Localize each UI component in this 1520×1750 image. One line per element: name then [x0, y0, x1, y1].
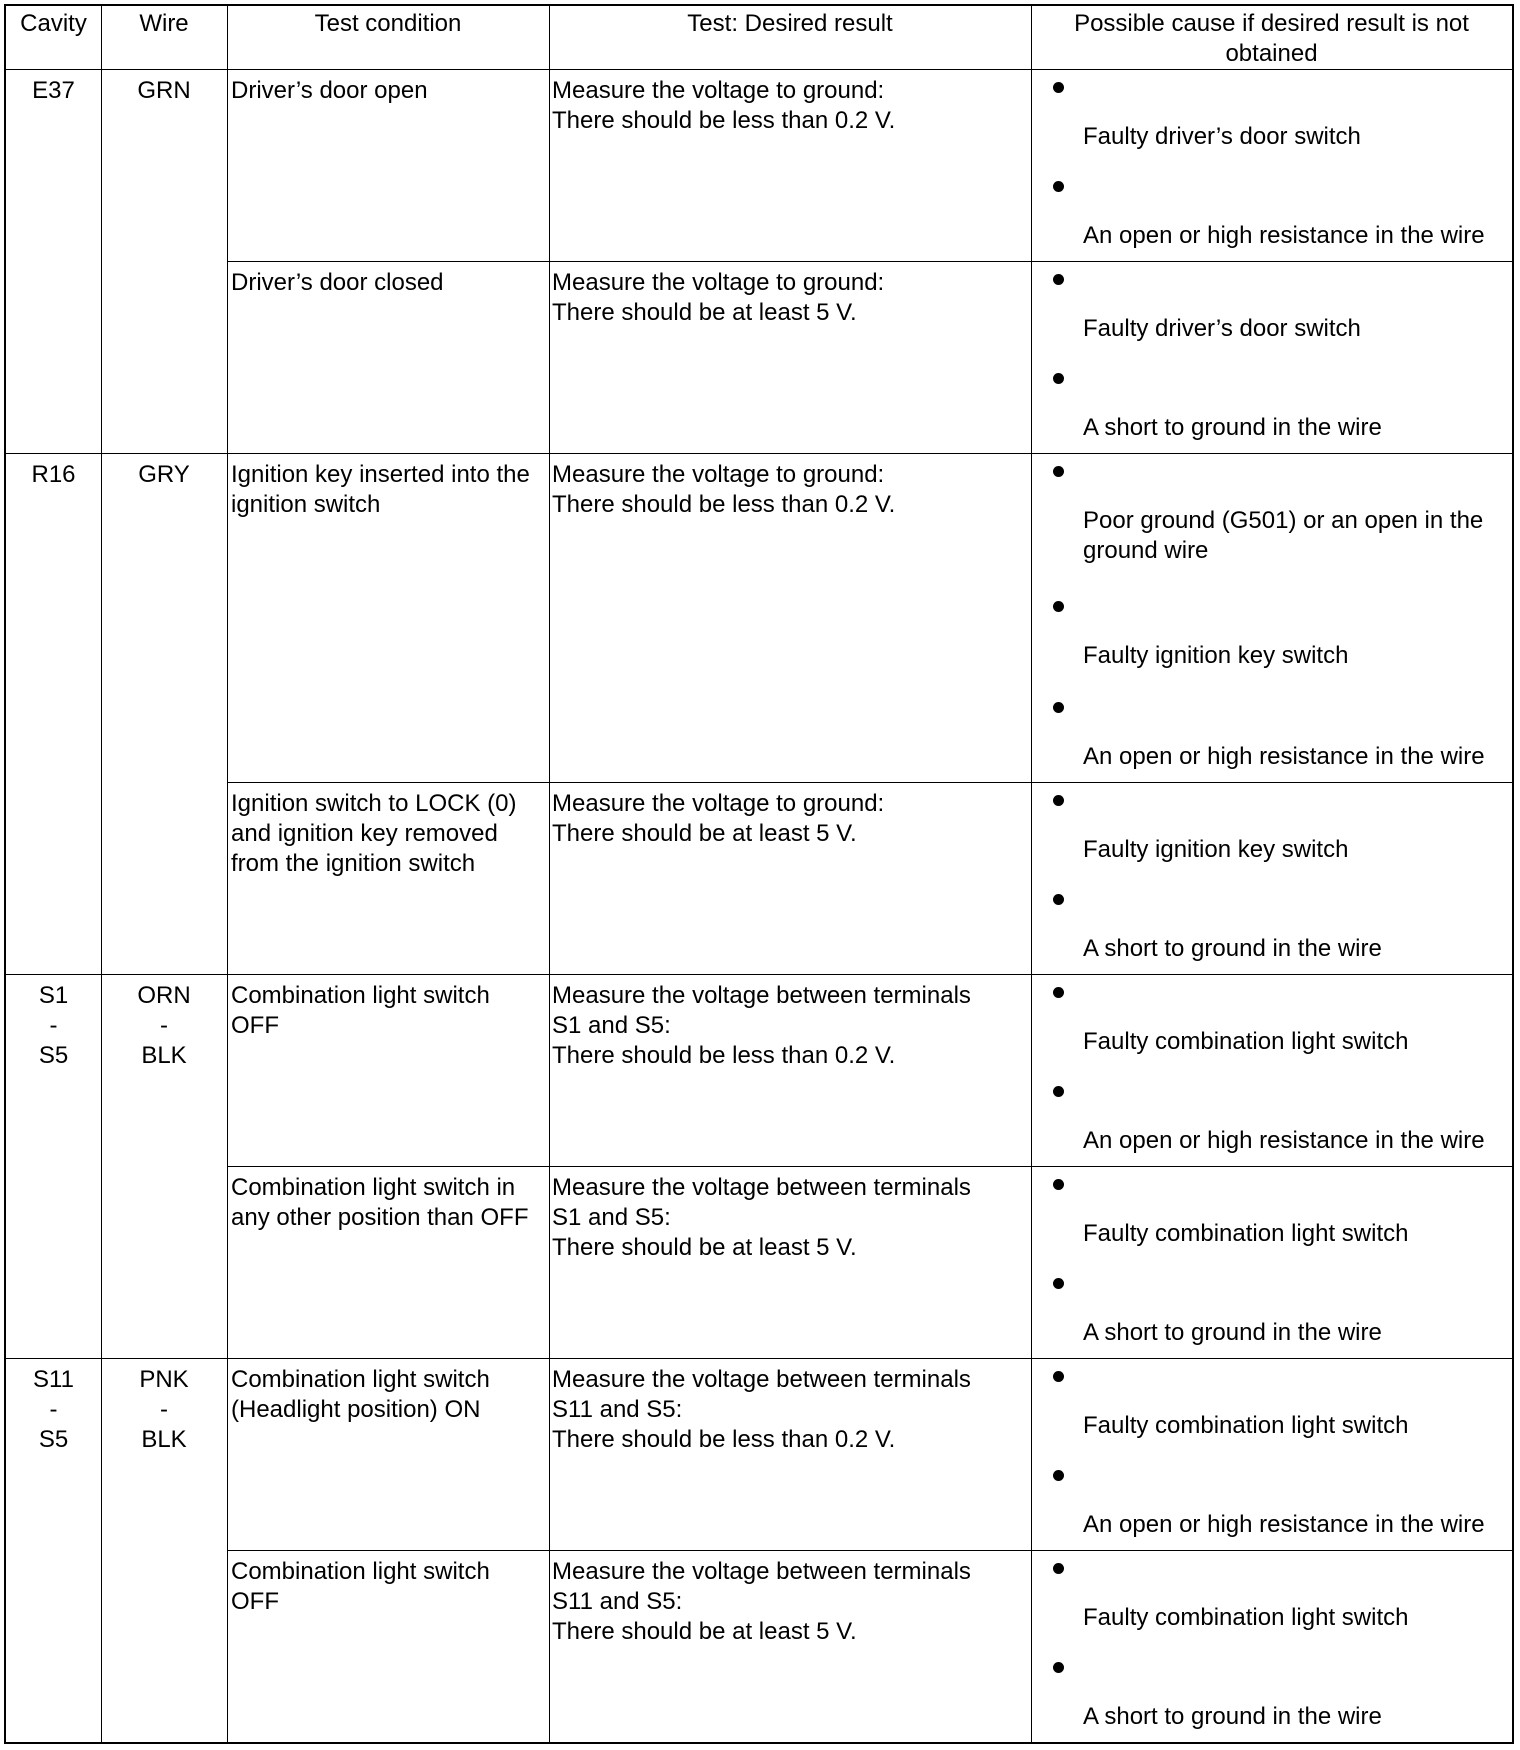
column-divider	[227, 6, 228, 1742]
header-wire: Wire	[139, 10, 189, 37]
desired-result-line: S11 and S5:	[552, 1396, 683, 1423]
desired-result-line: There should be less than 0.2 V.	[552, 491, 896, 518]
desired-result-line: Measure the voltage between terminals	[552, 1174, 971, 1201]
test-condition-line: and ignition key removed	[231, 820, 498, 847]
bullet-icon	[1053, 1278, 1064, 1289]
test-condition-line: Driver’s door open	[231, 77, 428, 104]
test-condition-line: Combination light switch	[231, 1558, 490, 1585]
desired-result-line: S11 and S5:	[552, 1588, 683, 1615]
bullet-icon	[1053, 466, 1064, 477]
possible-cause-line: An open or high resistance in the wire	[1083, 1511, 1485, 1538]
bullet-icon	[1053, 373, 1064, 384]
desired-result-line: Measure the voltage to ground:	[552, 461, 885, 488]
possible-cause-line: Faulty driver’s door switch	[1083, 315, 1361, 342]
wire-cell: GRY	[138, 461, 190, 488]
desired-result-line: There should be less than 0.2 V.	[552, 1042, 896, 1069]
possible-cause-line: Poor ground (G501) or an open in the	[1083, 507, 1484, 534]
header-divider	[6, 69, 1512, 70]
bullet-icon	[1053, 274, 1064, 285]
wire-cell: BLK	[141, 1042, 187, 1069]
possible-cause-line: An open or high resistance in the wire	[1083, 222, 1485, 249]
bullet-icon	[1053, 1662, 1064, 1673]
test-condition-line: ignition switch	[231, 491, 381, 518]
cavity-cell: S11	[33, 1366, 74, 1393]
possible-cause-line: Faulty driver’s door switch	[1083, 123, 1361, 150]
cavity-cell: R16	[31, 461, 76, 488]
header-cavity: Cavity	[20, 10, 87, 37]
header-desired-result: Test: Desired result	[687, 10, 893, 37]
row-divider	[227, 782, 1512, 783]
possible-cause-line: An open or high resistance in the wire	[1083, 743, 1485, 770]
desired-result-line: Measure the voltage between terminals	[552, 1558, 971, 1585]
bullet-icon	[1053, 1563, 1064, 1574]
desired-result-line: Measure the voltage to ground:	[552, 790, 885, 817]
desired-result-line: There should be at least 5 V.	[552, 1618, 857, 1645]
possible-cause-line: Faulty ignition key switch	[1083, 836, 1349, 863]
possible-cause-line: Faulty combination light switch	[1083, 1604, 1409, 1631]
possible-cause-line: A short to ground in the wire	[1083, 1319, 1382, 1346]
possible-cause-line: ground wire	[1083, 537, 1209, 564]
desired-result-line: Measure the voltage between terminals	[552, 1366, 971, 1393]
possible-cause-line: Faulty ignition key switch	[1083, 642, 1349, 669]
cavity-cell: -	[49, 1012, 58, 1039]
cavity-cell: -	[49, 1396, 58, 1423]
desired-result-line: There should be less than 0.2 V.	[552, 107, 896, 134]
test-condition-line: from the ignition switch	[231, 850, 476, 877]
bullet-icon	[1053, 601, 1064, 612]
bullet-icon	[1053, 894, 1064, 905]
wire-cell: -	[160, 1396, 168, 1423]
possible-cause-line: Faulty combination light switch	[1083, 1412, 1409, 1439]
group-divider	[6, 453, 1512, 454]
bullet-icon	[1053, 82, 1064, 93]
test-condition-line: Combination light switch	[231, 1366, 490, 1393]
desired-result-line: There should be at least 5 V.	[552, 820, 857, 847]
desired-result-line: Measure the voltage between terminals	[552, 982, 971, 1009]
cavity-cell: S5	[38, 1426, 69, 1453]
desired-result-line: S1 and S5:	[552, 1204, 671, 1231]
test-condition-line: Combination light switch in	[231, 1174, 516, 1201]
cavity-cell: S1	[38, 982, 69, 1009]
desired-result-line: There should be at least 5 V.	[552, 299, 857, 326]
header-possible-cause: obtained	[1225, 40, 1318, 67]
test-condition-line: (Headlight position) ON	[231, 1396, 481, 1423]
possible-cause-line: Faulty combination light switch	[1083, 1220, 1409, 1247]
bullet-icon	[1053, 181, 1064, 192]
wire-cell: -	[160, 1012, 168, 1039]
possible-cause-line: A short to ground in the wire	[1083, 414, 1382, 441]
group-divider	[6, 1358, 1512, 1359]
column-divider	[101, 6, 102, 1742]
column-divider	[549, 6, 550, 1742]
test-condition-line: Combination light switch	[231, 982, 490, 1009]
desired-result-line: Measure the voltage to ground:	[552, 77, 885, 104]
bullet-icon	[1053, 1470, 1064, 1481]
wiring-test-table	[4, 4, 1514, 1744]
desired-result-line: There should be less than 0.2 V.	[552, 1426, 896, 1453]
possible-cause-line: An open or high resistance in the wire	[1083, 1127, 1485, 1154]
bullet-icon	[1053, 1086, 1064, 1097]
possible-cause-line: A short to ground in the wire	[1083, 1703, 1382, 1730]
desired-result-line: S1 and S5:	[552, 1012, 671, 1039]
row-divider	[227, 261, 1512, 262]
test-condition-line: OFF	[231, 1012, 279, 1039]
desired-result-line: Measure the voltage to ground:	[552, 269, 885, 296]
wire-cell: BLK	[141, 1426, 187, 1453]
bullet-icon	[1053, 1371, 1064, 1382]
row-divider	[227, 1550, 1512, 1551]
cavity-cell: E37	[32, 77, 75, 104]
row-divider	[227, 1166, 1512, 1167]
test-condition-line: Ignition switch to LOCK (0)	[231, 790, 517, 817]
wire-cell: PNK	[139, 1366, 189, 1393]
possible-cause-line: A short to ground in the wire	[1083, 935, 1382, 962]
cavity-cell: S5	[38, 1042, 69, 1069]
group-divider	[6, 974, 1512, 975]
bullet-icon	[1053, 987, 1064, 998]
desired-result-line: There should be at least 5 V.	[552, 1234, 857, 1261]
wire-cell: GRN	[137, 77, 191, 104]
possible-cause-line: Faulty combination light switch	[1083, 1028, 1409, 1055]
column-divider	[1031, 6, 1032, 1742]
bullet-icon	[1053, 795, 1064, 806]
test-condition-line: any other position than OFF	[231, 1204, 529, 1231]
test-condition-line: OFF	[231, 1588, 279, 1615]
header-possible-cause: Possible cause if desired result is not	[1074, 10, 1469, 37]
wire-cell: ORN	[137, 982, 191, 1009]
bullet-icon	[1053, 702, 1064, 713]
test-condition-line: Driver’s door closed	[231, 269, 444, 296]
test-condition-line: Ignition key inserted into the	[231, 461, 530, 488]
bullet-icon	[1053, 1179, 1064, 1190]
header-test-condition: Test condition	[314, 10, 462, 37]
